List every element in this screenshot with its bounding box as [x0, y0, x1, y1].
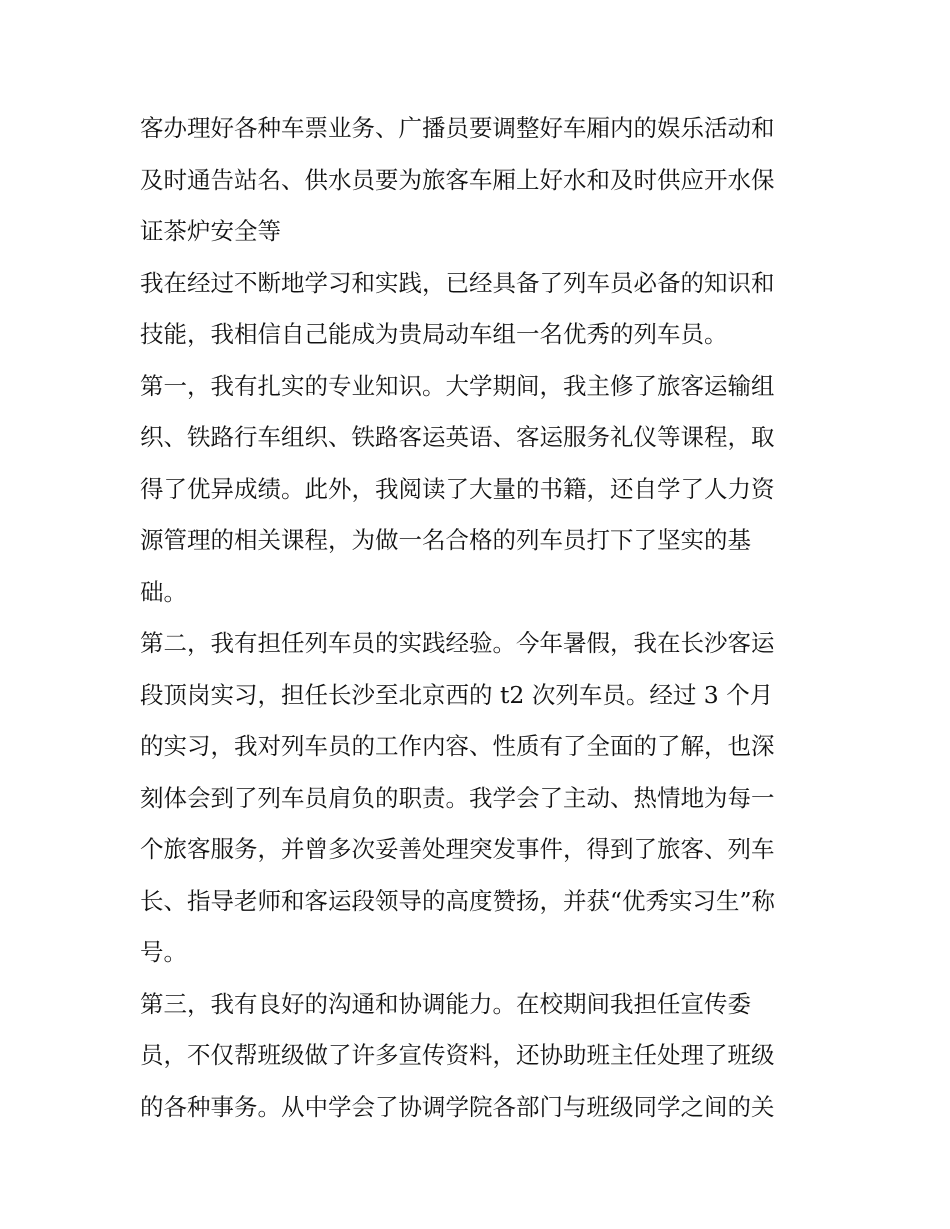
text-line: 段顶岗实习，担任长沙至北京西的 t2 次列车员。经过 3 个月	[140, 680, 774, 709]
text-line: 第一，我有扎实的专业知识。大学期间，我主修了旅客运输组	[140, 371, 775, 400]
text-line: 员，不仅帮班级做了许多宣传资料，还协助班主任处理了班级	[140, 1041, 775, 1069]
text-line: 及时通告站名、供水员要为旅客车厢上好水和及时供应开水保	[140, 165, 775, 194]
text-line: 第三，我有良好的沟通和协调能力。在校期间我担任宣传委	[140, 989, 751, 1018]
text-line: 我在经过不断地学习和实践，已经具备了列车员必备的知识和	[140, 268, 775, 297]
text-line: 的实习，我对列车员的工作内容、性质有了全面的了解，也深	[140, 732, 775, 760]
text-line: 个旅客服务，并曾多次妥善处理突发事件，得到了旅客、列车	[140, 835, 775, 863]
text-line: 第二，我有担任列车员的实践经验。今年暑假，我在长沙客运	[140, 629, 775, 657]
text-line: 织、铁路行车组织、铁路客运英语、客运服务礼仪等课程，取	[140, 423, 775, 451]
text-line: 技能，我相信自己能成为贵局动车组一名优秀的列车员。	[140, 320, 728, 348]
text-line: 长、指导老师和客运段领导的高度赞扬，并获“优秀实习生”称	[140, 886, 776, 915]
text-line: 的各种事务。从中学会了协调学院各部门与班级同学之间的关	[140, 1092, 775, 1121]
text-line: 号。	[140, 938, 187, 966]
text-line: 客办理好各种车票业务、广播员要调整好车厢内的娱乐活动和	[140, 114, 775, 142]
text-line: 得了优异成绩。此外，我阅读了大量的书籍，还自学了人力资	[140, 474, 775, 503]
text-line: 刻体会到了列车员肩负的职责。我学会了主动、热情地为每一	[140, 783, 775, 812]
text-line: 础。	[140, 577, 187, 606]
text-line: 证茶炉安全等	[140, 217, 281, 245]
text-line: 源管理的相关课程，为做一名合格的列车员打下了坚实的基	[140, 526, 751, 554]
document-body	[140, 103, 820, 1133]
